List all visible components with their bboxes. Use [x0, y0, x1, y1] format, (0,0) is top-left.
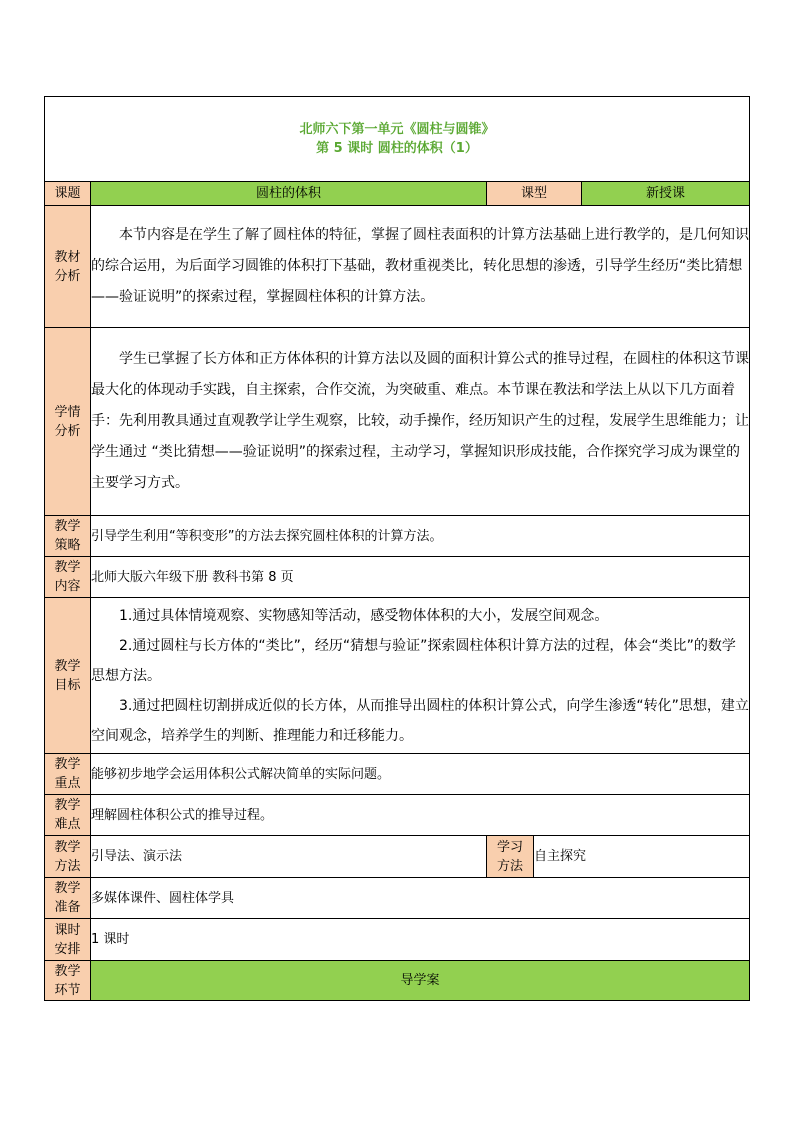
material-text: 本节内容是在学生了解了圆柱体的特征，掌握了圆柱表面积的计算方法基础上进行教学的，是几何知识的综合运用，为后面学习圆锥的体积打下基础，教材重视类比，转化思想的渗透，引导学生经历“类比猜想——验证说明”的探索过程，掌握圆柱体积的计算方法。 — [91, 227, 749, 305]
prep-label: 教学 准备 — [45, 878, 91, 919]
content-row — [45, 557, 750, 598]
title-cell — [45, 97, 750, 182]
steps-label: 教学 环节 — [45, 961, 91, 1001]
content-text: 北师大版六年级下册 教科书第 8 页 — [91, 557, 750, 598]
difficulty-text: 理解圆柱体积公式的推导过程。 — [91, 795, 750, 836]
prep-text: 多媒体课件、圆柱体学具 — [91, 878, 750, 919]
content-label: 教学 内容 — [45, 557, 91, 598]
material-label: 教材 分析 — [45, 206, 91, 328]
hours-row — [45, 919, 750, 961]
topic-row — [45, 182, 750, 206]
students-row — [45, 328, 750, 516]
students-text-cell — [91, 328, 750, 516]
teach-method-value: 引导法、演示法 — [91, 836, 487, 878]
key-text: 能够初步地学会运用体积公式解决简单的实际问题。 — [91, 754, 750, 795]
learn-method-value: 自主探究 — [534, 836, 750, 878]
topic-value: 圆柱的体积 — [91, 182, 487, 206]
key-label: 教学 重点 — [45, 754, 91, 795]
hours-label: 课时 安排 — [45, 919, 91, 961]
methods-row — [45, 836, 750, 878]
strategy-label: 教学 策略 — [45, 516, 91, 557]
strategy-text: 引导学生利用“等积变形”的方法去探究圆柱体积的计算方法。 — [91, 516, 750, 557]
material-row — [45, 206, 750, 328]
lesson-plan-table — [44, 96, 750, 1001]
goals-text-cell — [91, 598, 750, 754]
strategy-row — [45, 516, 750, 557]
goals-row — [45, 598, 750, 754]
students-text: 学生已掌握了长方体和正方体体积的计算方法以及圆的面积计算公式的推导过程，在圆柱的体积这节课最大化的体现动手实践，自主探索，合作交流，为突破重、难点。本节课在教法和学法上从以下几方面着手：先利用教具通过直观教学让学生观察，比较，动手操作，经历知识产生的过程，发展学生思维能力；让学生通过 “类比猜想——验证说明”的探索过程，主动学习，掌握知识形成技能，合作探究学习成为课堂的主要学习方式。 — [91, 351, 749, 491]
steps-text: 导学案 — [91, 961, 750, 1001]
type-value: 新授课 — [582, 182, 750, 206]
page-title: 北师六下第一单元《圆柱与圆锥》 — [299, 122, 495, 137]
page-subtitle: 第 5 课时 圆柱的体积（1） — [316, 141, 478, 156]
prep-row — [45, 878, 750, 919]
goal-item-2: 2.通过圆柱与长方体的“类比”，经历“猜想与验证”探索圆柱体积计算方法的过程，体会“类比”的数学思想方法。 — [91, 637, 736, 684]
goal-item-1: 1.通过具体情境观察、实物感知等活动，感受物体体积的大小，发展空间观念。 — [119, 607, 609, 624]
steps-row — [45, 961, 750, 1001]
title-row — [45, 97, 750, 182]
type-label: 课型 — [487, 182, 582, 206]
material-text-cell — [91, 206, 750, 328]
key-row — [45, 754, 750, 795]
difficulty-label: 教学 难点 — [45, 795, 91, 836]
teach-method-label: 教学 方法 — [45, 836, 91, 878]
topic-label: 课题 — [45, 182, 91, 206]
students-label: 学情 分析 — [45, 328, 91, 516]
goals-label: 教学 目标 — [45, 598, 91, 754]
difficulty-row — [45, 795, 750, 836]
learn-method-label: 学习 方法 — [487, 836, 534, 878]
goal-item-3: 3.通过把圆柱切割拼成近似的长方体，从而推导出圆柱的体积计算公式，向学生渗透“转化”思想，建立空间观念，培养学生的判断、推理能力和迁移能力。 — [91, 697, 749, 744]
hours-text: 1 课时 — [91, 919, 750, 961]
